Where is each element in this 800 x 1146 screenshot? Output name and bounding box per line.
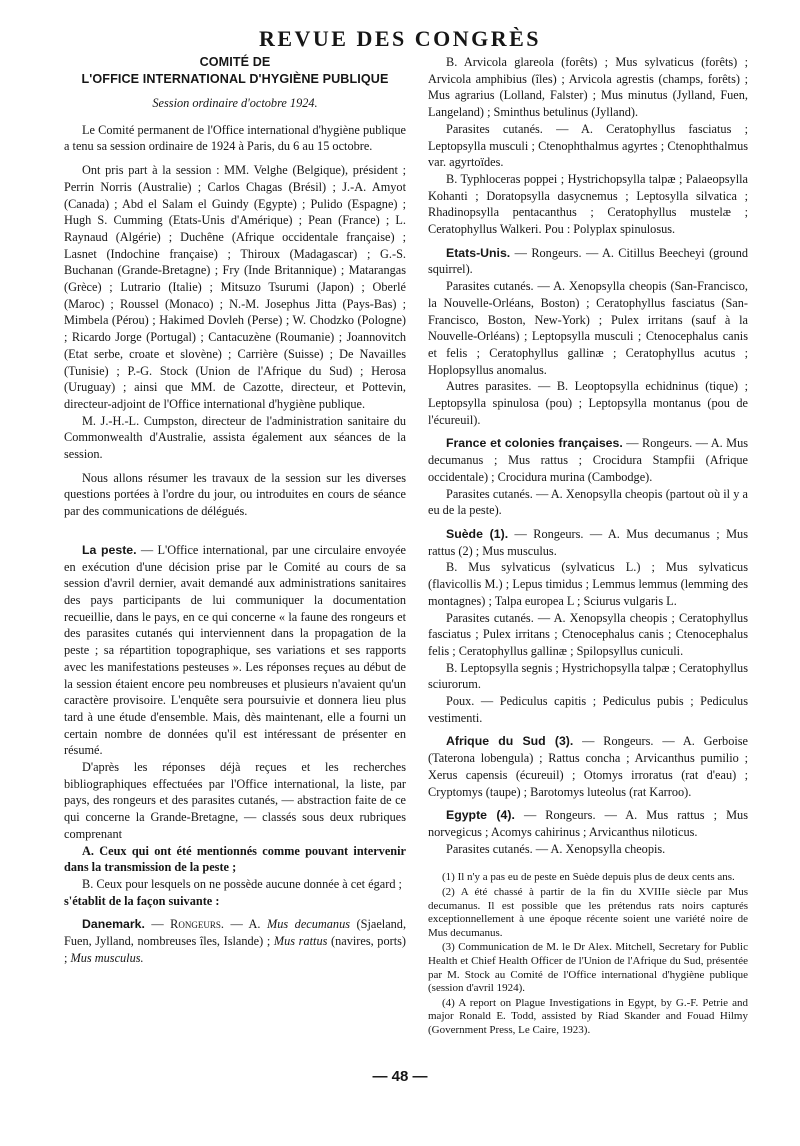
- paragraph: Parasites cutanés. — A. Ceratophyllus fasciatus ; Leptopsylla musculi ; Ctenophthalmus agyrtes ; Ctenophthalmus var. agyrtoïdes.: [428, 121, 748, 170]
- paragraph: B. Leptopsylla segnis ; Hystrichopsylla talpæ ; Ceratophyllus sciurorum.: [428, 660, 748, 692]
- country-heading: France et colonies françaises.: [446, 436, 623, 451]
- paragraph: Parasites cutanés. — A. Xenopsylla cheopis ; Ceratophyllus fasciatus ; Pulex irritans ; Ctenocephalus canis ; Ctenocephalus felis ; Ceratophyllus gallinæ ; Spilopsyllus cuniculi.: [428, 610, 748, 658]
- paragraph: D'après les réponses déjà reçues et les recherches bibliographiques effectuées par l'Office international, la liste, par pays, des rongeurs et des parasites cutanés, — abstraction faite de ce qui concerne la Grande-Bretagne, — classés sous deux rubriques comprenant: [64, 760, 406, 841]
- paragraph: B. Mus sylvaticus (sylvaticus L.) ; Mus sylvaticus (flavicollis M.) ; Lepus timidus ; Lemmus lemmus (lemming des montagnes) ; Talpa europea L ; Sciurus vulgaris L.: [428, 560, 748, 608]
- running-header: REVUE DES CONGRÈS: [258, 26, 542, 51]
- paragraph-peste: La peste. — L'Office international, par une circulaire envoyée en exécution d'une décision prise par le Comité au cours de sa session d'avril dernier, avait demandé aux administrations sanitaires des pays participants de lui communiquer la documentation recueillie, dans le pays, en ce qui concerne « la faune des rongeurs et des parasites cutanés qui interviennent dans la propagation de la peste ; sa répartition topographique, ses variations et ses rapports avec les manifestations pesteuses ». Les réponses reçues au début de la session étaient encore peu nombreuses et plusieurs n'avaient qu'un caractère provisoire. L'enquête sera poursuivie et donnera lieu plus tard à une étude d'ensemble. Mais, dès maintenant, elle a fourni un certain nombre de données qu'il est intéressant de présenter en résumé.: [64, 542, 406, 758]
- country-entry-egypt: Egypte (4). — Rongeurs. — A. Mus rattus ; Mus norvegicus ; Acomys cahirinus ; Arvicanthus niloticus.: [428, 808, 748, 839]
- paragraph: Autres parasites. — B. Leoptopsylla echidninus (tique) ; Leptopsylla spinulosa (pou) ; Leptopsylla montanus (pou de l'écureuil).: [428, 379, 748, 427]
- article-title-line2: L'OFFICE INTERNATIONAL D'HYGIÈNE PUBLIQUE: [81, 72, 389, 86]
- left-column: [64, 54, 406, 966]
- country-entry-france: France et colonies françaises. — Rongeurs. — A. Mus decumanus ; Mus rattus ; Crocidura Stampfii (Afrique occidentale) ; Crocidura murina (Cambodge).: [428, 436, 749, 484]
- country-heading: Afrique du Sud (3).: [446, 734, 574, 749]
- footnotes: [428, 871, 748, 1037]
- article-subtitle: Session ordinaire d'octobre 1924.: [152, 96, 318, 110]
- paragraph: Parasites cutanés. — A. Xenopsylla cheopis (partout où il y a eu de la peste).: [428, 486, 748, 518]
- country-heading: Suède (1).: [446, 526, 509, 541]
- paragraph: A. Ceux qui ont été mentionnés comme pouvant intervenir dans la transmission de la peste ;: [64, 843, 406, 875]
- country-entry-denmark: Danemark. — Rongeurs. — A. Mus decumanus (Sjaeland, Fuen, Jylland, nombreuses îles, Islande) ; Mus rattus (navires, ports) ; Mus musculus.: [64, 917, 407, 965]
- footnote: (3) Communication de M. le Dr Alex. Mitchell, Secretary for Public Health et Chief Health Officer de l'Union de l'Afrique du Sud, présentée par M. Stock au Comité de l'Office international d'hygiène publique (session d'avril 1924).: [428, 941, 748, 995]
- paragraph: Ont pris part à la session : MM. Velghe (Belgique), président ; Perrin Norris (Australie) ; Carlos Chagas (Brésil) ; J.-A. Amyot (Canada) ; Abd el Salam el Guindy (Egypte) ; Pulido (Espagne) ; Hugh S. Cumming (Etats-Unis d'Amérique) ; Pean (France) ; L. Raynaud (Algérie) ; Duchêne (Afrique occidentale française) ; Lasnet (Indochine française) ; Thiroux (Madagascar) ; G.-S. Buchanan (Grande-Bretagne) ; Fry (Inde Britannique) ; Matarangas (Grèce) ; Lutrario (Italie) ; Mitsuzo Tsurumi (Japon) ; Oberlé (Maroc) ; Roussel (Monaco) ; N.-M. Josephus Jitta (Pays-Bas) ; Mimbela (Pérou) ; Hakimed Dovleh (Perse) ; W. Chodzko (Pologne) ; Ricardo Jorge (Portugal) ; Cantacuzène (Roumanie) ; Joannovitch (Etat serbe, croate et slovène) ; Carrière (Suisse) ; De Navailles (Tunisie) ; P.-G. Stock (Union de l'Afrique du Sud) ; Herosa (Uruguay) ; ainsi que MM. de Cazotte, directeur, et Pottevin, directeur-adjoint de l'Office international d'hygiène publique.: [64, 163, 406, 411]
- footnote: (4) A report on Plague Investigations in Egypt, by G.-F. Petrie and major Ronald E. Todd, assisted by Riad Skander and Fouad Hilmy (Government Press, Le Caire, 1923).: [428, 996, 748, 1036]
- country-entry-sweden: Suède (1). — Rongeurs. — A. Mus decumanus ; Mus rattus (2) ; Mus musculus.: [428, 526, 748, 558]
- footnote: (1) Il n'y a pas eu de peste en Suède depuis plus de deux cents ans.: [442, 871, 735, 884]
- country-heading: Danemark.: [82, 917, 145, 932]
- country-entry-south-africa: Afrique du Sud (3). — Rongeurs. — A. Gerboise (Taterona lobengula) ; Rattus concha ; Arvicanthus pumilio ; Xerus capensis (écureuil) ; Otomys irroratus (rat d'eau) ; Cryptomys (taupe) ; Barotomys luteolus (rat Karroo).: [428, 734, 749, 799]
- paragraph: Le Comité permanent de l'Office international d'hygiène publique a tenu sa session ordinaire de 1924 à Paris, du 6 au 15 octobre.: [64, 122, 406, 154]
- paragraph: Parasites cutanés. — A. Xenopsylla cheopis (San-Francisco, la Nouvelle-Orléans, Boston) ; Ceratophyllus fasciatus (San-Francisco, Boston, New-York) ; Pulex irritans (sauf à la Nouvelle-Orléans) ; Leptopsylla musculi ; Ctenocephalus canis et felis ; Ceratophyllus gallinæ ; Ceratophyllus acutus ; Hoplopsyllus anomalus.: [428, 279, 748, 377]
- page-number: — 48 —: [372, 1068, 428, 1085]
- section-heading: La peste.: [82, 542, 137, 557]
- paragraph: Parasites cutanés. — A. Xenopsylla cheopis.: [446, 841, 666, 856]
- article-title-line1: COMITÉ DE: [199, 55, 271, 69]
- paragraph: B. Typhloceras poppei ; Hystrichopsylla talpæ ; Palaeopsylla Kohanti ; Doratopsylla dasycnemus ; Leptosylla silvatica ; Rhadinopsylla pentacanthus ; Ceratophyllus mustelæ ; Ceratophyllus Walkeri. Pou : Polyplax spinulosus.: [428, 171, 748, 237]
- paragraph: s'établit de la façon suivante :: [64, 893, 220, 908]
- paragraph: B. Arvicola glareola (forêts) ; Mus sylvaticus (forêts) ; Arvicola amphibius (îles) ; Arvicola agrestis (champs, forêts) ; Mus agrarius (Lolland, Falster) ; Mus minutus (Jylland, Fuen, Langeland) ; Sminthus betulinus (Jylland).: [428, 55, 748, 120]
- footnote: (2) A été chassé à partir de la fin du XVIIIe siècle par Mus decumanus. Il est possible que les prétendus rats noirs capturés exceptionnellement à une époque récente soient une variété noire de Mus decumanus.: [428, 885, 748, 939]
- country-heading: Egypte (4).: [446, 808, 515, 823]
- paragraph: Nous allons résumer les travaux de la session sur les diverses questions portées à l'ordre du jour, ou introduites en cours de séance par des communications de délégués.: [64, 470, 406, 519]
- country-heading: Etats-Unis.: [446, 245, 511, 260]
- right-column: [428, 54, 748, 1038]
- paragraph: B. Ceux pour lesquels on ne possède aucune donnée à cet égard ;: [82, 876, 402, 891]
- paragraph: M. J.-H.-L. Cumpston, directeur de l'administration sanitaire du Commonwealth d'Australie, assista également aux séances de la session.: [64, 413, 406, 462]
- paragraph: Poux. — Pediculus capitis ; Pediculus pubis ; Pediculus vestimenti.: [428, 694, 748, 725]
- country-entry-usa: Etats-Unis. — Rongeurs. — A. Citillus Beecheyi (ground squirrel).: [428, 245, 749, 277]
